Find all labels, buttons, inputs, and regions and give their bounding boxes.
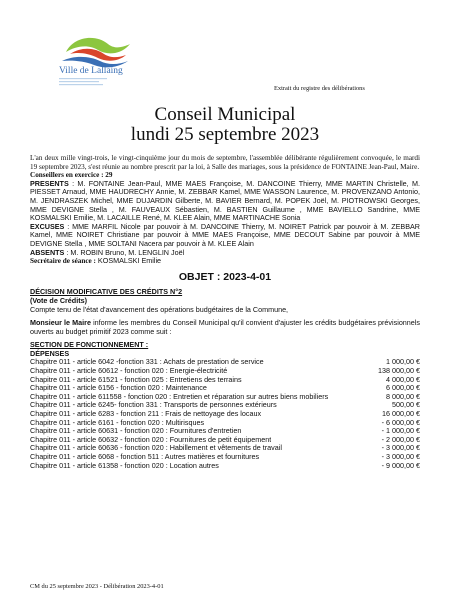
budget-line-amount: - 6 000,00 € bbox=[381, 417, 420, 427]
town-logo-graphic bbox=[56, 30, 136, 92]
budget-line bbox=[30, 393, 420, 402]
budget-line bbox=[30, 436, 420, 445]
budget-line-label: Chapitre 011 - article 6283 - fonction 211 : Frais de nettoyage des locaux bbox=[30, 410, 262, 419]
secretary-label: Secrétaire de séance : bbox=[30, 257, 96, 266]
budget-line-label: Chapitre 011 - article 6156 - fonction 020 : Maintenance bbox=[30, 384, 207, 393]
decision-text: Compte tenu de l'état d'avancement des opérations budgétaires de la Commune, bbox=[30, 304, 289, 314]
presents-label: PRESENTS bbox=[30, 178, 69, 188]
budget-line bbox=[30, 453, 420, 462]
secretary-paragraph bbox=[30, 257, 420, 266]
budget-line bbox=[30, 367, 420, 376]
budget-line bbox=[30, 462, 420, 471]
decision-subtitle: (Vote de Crédits) bbox=[30, 295, 87, 305]
secretary-name: KOSMALSKI Emilie bbox=[95, 256, 162, 266]
document-body bbox=[30, 154, 420, 470]
presents-paragraph bbox=[30, 180, 420, 223]
meeting-date: lundi 25 septembre 2023 bbox=[130, 124, 320, 145]
budget-line-amount: 1 000,00 € bbox=[386, 357, 420, 367]
excuses-list: : MME MARFIL Nicole par pouvoir à M. DANCOINE Thierry, M. NOIRET Patrick par pouvoir à M. ZEBBAR Kamel, MME NOIRET Christiane par pouvoir à MME MAES Françoise, MME DECOUT Sabine par pouvoir à MME DEVIGNE Stella , MME SOLTANI Nacera par pouvoir à M. KLEE Alain bbox=[30, 221, 420, 248]
councillors-count: Conseillers en exercice : 29 bbox=[30, 171, 113, 180]
budget-line-amount: 500,00 € bbox=[392, 400, 420, 410]
budget-line-amount: 6 000,00 € bbox=[386, 383, 420, 393]
budget-line-label: Chapitre 011 - article 6042 -fonction 331 : Achats de prestation de service bbox=[30, 358, 264, 367]
absents-paragraph bbox=[30, 249, 420, 258]
budget-line-amount: 16 000,00 € bbox=[382, 409, 420, 419]
budget-line-amount: - 3 000,00 € bbox=[381, 443, 420, 453]
budget-line-label: Chapitre 011 - article 6068 - fonction 511 : Autres matières et fournitures bbox=[30, 453, 260, 461]
budget-line bbox=[30, 419, 420, 428]
budget-line-amount: 138 000,00 € bbox=[378, 366, 420, 376]
budget-line bbox=[30, 376, 420, 385]
budget-line-label: Chapitre 011 - article 6245- fonction 331 : Transports de personnes extérieurs bbox=[30, 401, 277, 410]
absents-list: : M. ROBIN Bruno, M. LENGLIN Joël bbox=[64, 247, 185, 257]
budget-line-amount: - 2 000,00 € bbox=[381, 434, 420, 444]
decision-title: DÉCISION MODIFICATIVE DES CRÉDITS N°2 bbox=[30, 287, 183, 297]
budget-line-label: Chapitre 011 - article 61358 - fonction 020 : Location autres bbox=[30, 461, 219, 470]
budget-line bbox=[30, 410, 420, 419]
budget-line-amount: - 9 000,00 € bbox=[381, 460, 420, 470]
page-footer: CM du 25 septembre 2023 - Délibération 2023-4-01 bbox=[30, 583, 164, 590]
mayor-label: Monsieur le Maire bbox=[30, 318, 91, 328]
objet-heading: OBJET : 2023-4-01 bbox=[178, 270, 272, 283]
budget-line-label: Chapitre 011 - article 60612 - fonction 020 : Energie-électricité bbox=[30, 367, 228, 376]
mayor-paragraph bbox=[30, 319, 420, 336]
budget-line-label: Chapitre 011 - article 61521 - fonction 025 : Entretiens des terrains bbox=[30, 375, 242, 384]
budget-line-amount: - 3 000,00 € bbox=[381, 452, 420, 461]
section-title: SECTION DE FONCTIONNEMENT : bbox=[30, 340, 149, 350]
mayor-text: informe les membres du Conseil Municipal qu'il convient d'ajuster les crédits budgétaires prévisionnels ouverts au budget primitif 2023 comme suit : bbox=[30, 318, 420, 336]
presents-list: : M. FONTAINE Jean-Paul, MME MAES Françoise, M. DANCOINE Thierry, MME MARTIN Christelle, M. PIESSET Arnaud, MME HAUDRECHY Annie, M. ZEBBAR Kamel, MME WASSON Laurence, M. PROVENZANO Antonio, M. JENDRASZEK Michel, MME DUJARDIN Gilberte, M. BAVIER Bernard, M. POPEK Joël, M. PIOTROWSKI Georges, MME DEVIGNE Stella , M. FAUVEAUX Sébastien, M. BASTIEN Guillaume , MME BAVIELLO Sandrine, MME KOSMALSKI Emilie, M. LACAILLE René, M. KLEE Alain, MME MARTINACHE Sonia bbox=[30, 178, 420, 223]
absents-label: ABSENTS bbox=[30, 247, 65, 257]
document-title: Conseil Municipal bbox=[154, 104, 296, 125]
budget-line-amount: 4 000,00 € bbox=[386, 374, 420, 384]
budget-line bbox=[30, 384, 420, 393]
register-extract-label: Extrait du registre des délibérations bbox=[274, 85, 365, 92]
budget-line-label: Chapitre 011 - article 611558 - fonction 020 : Entretien et réparation sur autres biens mobiliers bbox=[30, 392, 329, 401]
budget-lines bbox=[30, 358, 420, 470]
budget-line-label: Chapitre 011 - article 60632 - fonction 020 : Fournitures de petit équipement bbox=[30, 435, 272, 444]
budget-line bbox=[30, 358, 420, 367]
budget-line-label: Chapitre 011 - article 60636 - fonction 020 : Habillement et vêtements de travail bbox=[30, 444, 282, 453]
budget-line-label: Chapitre 011 - article 60631 - fonction 020 : Fournitures d'entretien bbox=[30, 427, 242, 436]
budget-line-amount: 8 000,00 € bbox=[386, 391, 420, 401]
budget-line-amount: - 1 000,00 € bbox=[381, 426, 420, 436]
excuses-label: EXCUSES bbox=[30, 221, 65, 231]
budget-line bbox=[30, 427, 420, 436]
budget-line-label: Chapitre 011 - article 6161 - fonction 020 : Multirisques bbox=[30, 418, 205, 427]
town-logo bbox=[56, 30, 136, 92]
budget-line bbox=[30, 401, 420, 410]
svg-text:Ville de Lallaing: Ville de Lallaing bbox=[59, 66, 123, 76]
section-subtitle: DÉPENSES bbox=[30, 348, 70, 358]
excuses-paragraph bbox=[30, 223, 420, 249]
intro-paragraph: L'an deux mille vingt-trois, le vingt-cinquième jour du mois de septembre, l'assemblée délibérante régulièrement convoquée, le mardi 19 septembre 2023, s'est réunie au nombre prescrit par la loi, à Salle des mariages, sous la présidence de FONTAINE Jean-Paul, Maire. bbox=[30, 154, 420, 171]
budget-line bbox=[30, 444, 420, 453]
